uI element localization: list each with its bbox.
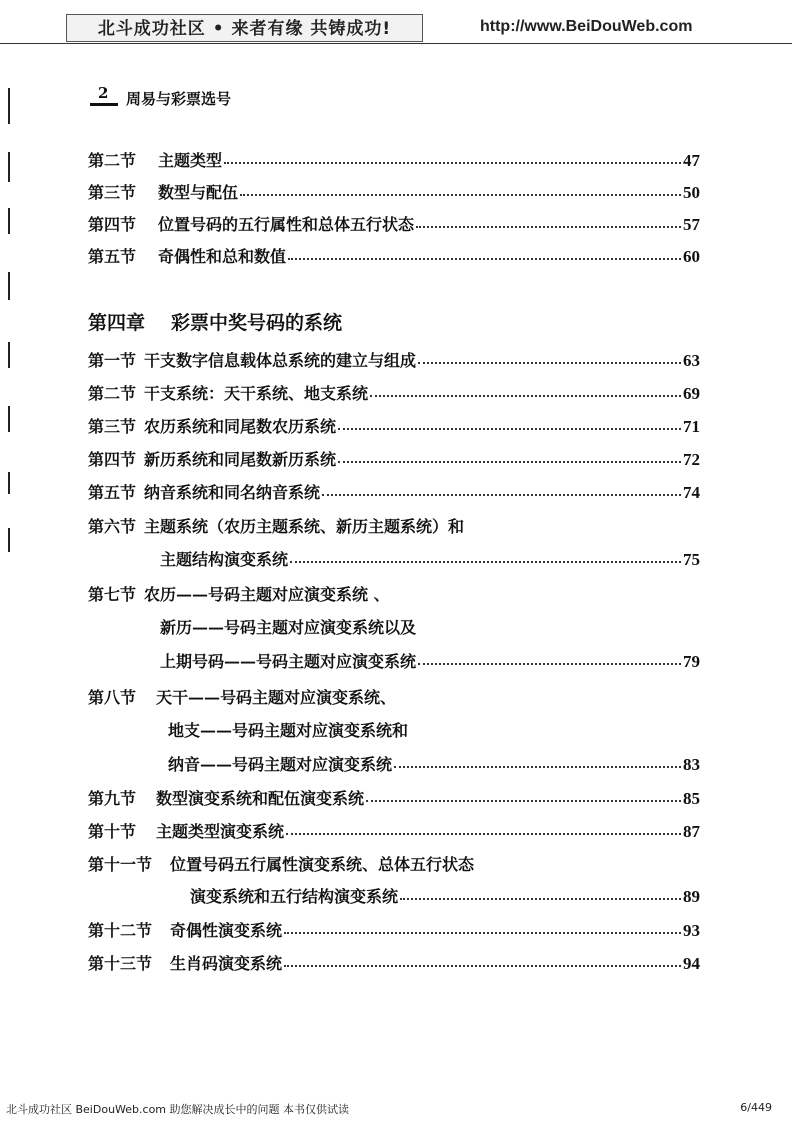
entry-title: 奇偶性和总和数值 [158,247,287,266]
dot-leader [366,786,681,802]
toc-entry[interactable] [88,381,700,405]
toc-entry[interactable] [88,582,700,606]
toc-entry[interactable] [88,212,700,236]
running-head-page-number: 2 [98,84,109,102]
entry-label: 第三节 [88,183,137,202]
entry-label: 第十一节 [88,855,153,874]
entry-page: 63 [683,351,700,370]
dot-leader [224,148,681,164]
toc-entry-continuation[interactable] [160,547,700,571]
entry-page: 94 [683,954,700,973]
entry-page: 75 [683,550,700,569]
entry-title-continued: 地支——号码主题对应演变系统和 [168,721,409,740]
entry-page: 93 [683,921,700,940]
entry-title: 奇偶性演变系统 [170,921,283,940]
running-head-bar [90,103,118,106]
entry-label: 第四节 [88,215,137,234]
entry-label: 第七节 [88,585,137,604]
toc-entry[interactable] [88,951,700,975]
entry-label: 第一节 [88,351,137,370]
dot-leader [322,480,681,496]
toc-entry[interactable] [88,148,700,172]
dot-leader [370,381,681,397]
banner-divider [0,43,792,44]
entry-label: 第二节 [88,384,137,403]
entry-page: 79 [683,652,700,671]
entry-label: 第九节 [88,789,137,808]
toc-entry[interactable] [88,180,700,204]
toc-entry-continuation [160,615,700,639]
toc-entry-continuation[interactable] [168,752,700,776]
banner-url-link[interactable]: http://www.BeiDouWeb.com [480,18,693,35]
entry-title: 干支数字信息载体总系统的建立与组成 [144,351,417,370]
dot-leader [284,951,681,967]
toc-entry[interactable] [88,685,700,709]
entry-page: 50 [683,183,700,202]
footer-text: 北斗成功社区 BeiDouWeb.com 助您解决成长中的问题 本书仅供试读 [6,1103,350,1116]
chapter-title: 彩票中奖号码的系统 [171,312,343,334]
entry-title: 位置号码的五行属性和总体五行状态 [158,215,415,234]
entry-page: 47 [683,151,700,170]
entry-title-continued: 新历——号码主题对应演变系统以及 [160,618,417,637]
page-footer [0,1098,792,1118]
header-banner [0,0,792,44]
dot-leader [418,348,681,364]
entry-title-continued: 纳音——号码主题对应演变系统 [168,755,393,774]
chapter-heading[interactable] [88,308,342,335]
dot-leader [416,212,681,228]
toc-entry-continuation[interactable] [160,649,700,673]
dot-leader [400,884,681,900]
entry-title: 主题系统（农历主题系统、新历主题系统）和 [144,517,465,536]
entry-page: 89 [683,887,700,906]
toc-entry[interactable] [88,918,700,942]
entry-title: 天干——号码主题对应演变系统、 [156,688,397,707]
dot-leader [338,414,681,430]
toc-entry-continuation [168,718,700,742]
dot-leader [394,752,681,768]
entry-label: 第八节 [88,688,137,707]
scan-margin-marks [8,60,12,580]
dot-leader [338,447,681,463]
dot-leader [240,180,681,196]
entry-page: 69 [683,384,700,403]
entry-title: 位置号码五行属性演变系统、总体五行状态 [170,855,475,874]
toc-entry[interactable] [88,348,700,372]
entry-page: 85 [683,789,700,808]
entry-title-continued: 主题结构演变系统 [160,550,289,569]
dot-leader [288,244,681,260]
entry-page: 71 [683,417,700,436]
toc-entry-continuation[interactable] [190,884,700,908]
chapter-label: 第四章 [88,312,146,334]
running-head-title: 周易与彩票选号 [126,90,232,108]
entry-page: 57 [683,215,700,234]
entry-title: 主题类型 [158,151,223,170]
entry-page: 60 [683,247,700,266]
entry-title: 干支系统：天干系统、地支系统 [144,384,369,403]
toc-entry[interactable] [88,480,700,504]
entry-title: 数型与配伍 [158,183,239,202]
entry-title: 纳音系统和同名纳音系统 [144,483,321,502]
entry-label: 第三节 [88,417,137,436]
toc-entry[interactable] [88,786,700,810]
entry-page: 87 [683,822,700,841]
dot-leader [290,547,681,563]
entry-title: 主题类型演变系统 [156,822,285,841]
entry-page: 74 [683,483,700,502]
dot-leader [418,649,681,665]
toc-entry[interactable] [88,244,700,268]
entry-label: 第十二节 [88,921,153,940]
entry-label: 第六节 [88,517,137,536]
banner-slogan: 北斗成功社区 • 来者有缘 共铸成功! [66,14,423,42]
entry-label: 第十三节 [88,954,153,973]
entry-label: 第四节 [88,450,137,469]
toc-entry[interactable] [88,852,700,876]
toc-entry[interactable] [88,447,700,471]
entry-title: 农历系统和同尾数农历系统 [144,417,337,436]
entry-label: 第五节 [88,247,137,266]
page-indicator: 6/449 [740,1101,772,1114]
entry-label: 第十节 [88,822,137,841]
entry-title: 新历系统和同尾数新历系统 [144,450,337,469]
entry-title: 生肖码演变系统 [170,954,283,973]
entry-label: 第二节 [88,151,137,170]
entry-page: 83 [683,755,700,774]
dot-leader [284,918,681,934]
dot-leader [286,819,681,835]
toc-entry[interactable] [88,414,700,438]
entry-title-continued: 上期号码——号码主题对应演变系统 [160,652,417,671]
entry-title: 农历——号码主题对应演变系统 、 [144,585,390,604]
entry-page: 72 [683,450,700,469]
toc-entry[interactable] [88,819,700,843]
entry-title-continued: 演变系统和五行结构演变系统 [190,887,399,906]
toc-entry[interactable] [88,514,700,538]
entry-title: 数型演变系统和配伍演变系统 [156,789,365,808]
entry-label: 第五节 [88,483,137,502]
